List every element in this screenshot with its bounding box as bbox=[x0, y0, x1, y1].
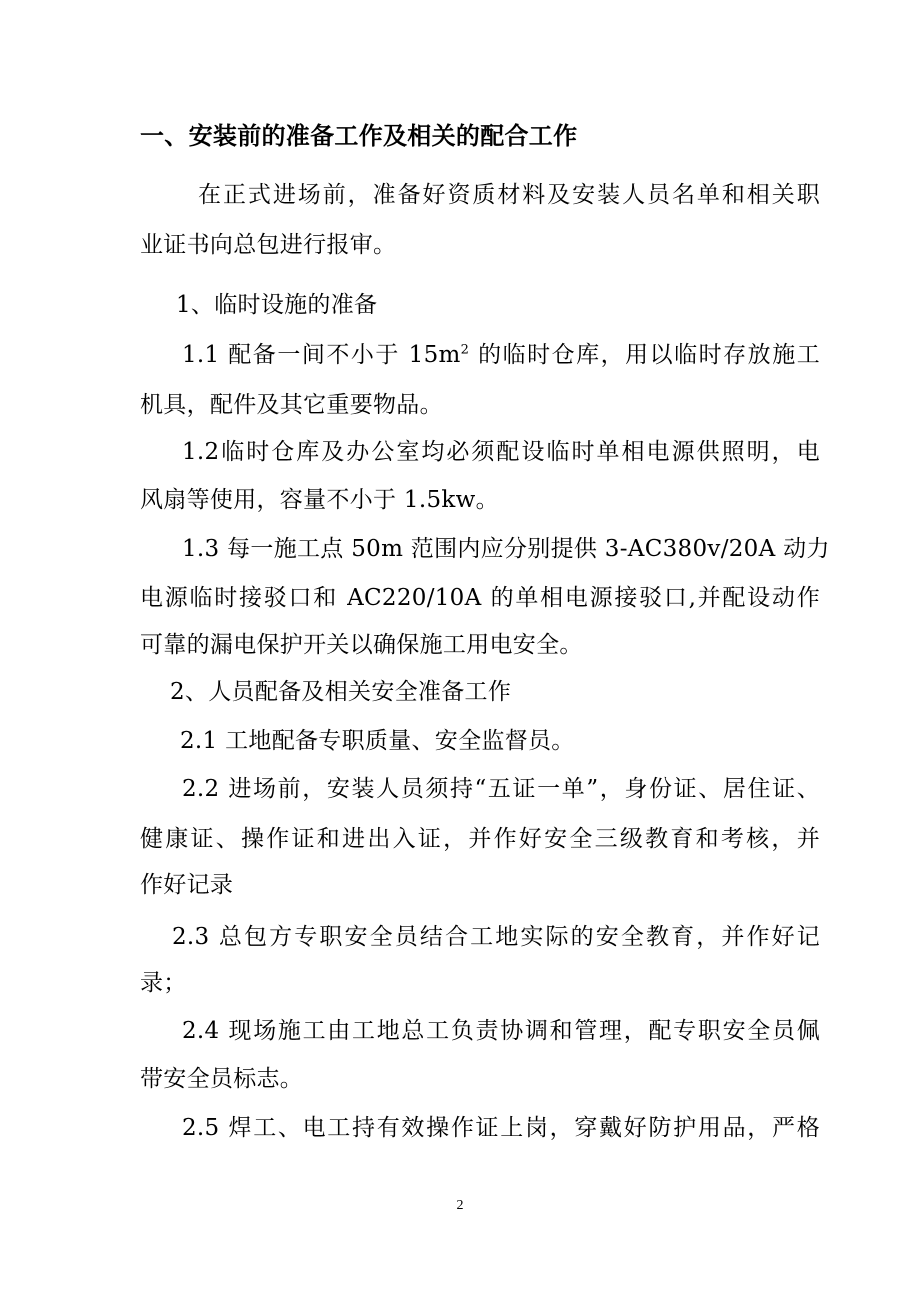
paragraph-1-3-line-3: 可靠的漏电保护开关以确保施工用电安全。 bbox=[140, 632, 583, 658]
paragraph-2-3-line-2: 录； bbox=[140, 970, 187, 996]
subsection-title-1: 1、临时设施的准备 bbox=[176, 292, 378, 318]
intro-line-1: 在正式进场前，准备好资质材料及安装人员名单和相关职 bbox=[198, 182, 820, 208]
paragraph-1-1-line-2: 机具，配件及其它重要物品。 bbox=[140, 392, 443, 418]
paragraph-2-3-line-1: 2.3 总包方专职安全员结合工地实际的安全教育，并作好记 bbox=[172, 924, 820, 950]
paragraph-1-2-line-1: 1.2临时仓库及办公室均必须配设临时单相电源供照明，电 bbox=[182, 439, 820, 465]
superscript-2: 2 bbox=[460, 342, 470, 358]
paragraph-2-1: 2.1 工地配备专职质量、安全监督员。 bbox=[180, 728, 575, 754]
paragraph-2-4-line-2: 带安全员标志。 bbox=[140, 1066, 304, 1092]
text-span: 的临时仓库，用以临时存放施工 bbox=[478, 342, 820, 368]
paragraph-1-2-line-2: 风扇等使用，容量不小于 1.5kw。 bbox=[140, 487, 499, 513]
paragraph-2-4-line-1: 2.4 现场施工由工地总工负责协调和管理，配专职安全员佩 bbox=[182, 1018, 820, 1044]
text-span: 1.1 配备一间不小于 15m bbox=[182, 342, 461, 368]
paragraph-2-5-line-1: 2.5 焊工、电工持有效操作证上岗，穿戴好防护用品，严格 bbox=[182, 1115, 820, 1141]
paragraph-1-3-line-2: 电源临时接驳口和 AC220/10A 的单相电源接驳口,并配设动作 bbox=[140, 585, 820, 611]
paragraph-2-2-line-3: 作好记录 bbox=[140, 872, 234, 898]
section-heading: 一、安装前的准备工作及相关的配合工作 bbox=[140, 122, 578, 150]
paragraph-2-2-line-1: 2.2 进场前，安装人员须持“五证一单”，身份证、居住证、 bbox=[182, 776, 820, 802]
subsection-title-2: 2、人员配备及相关安全准备工作 bbox=[170, 679, 512, 705]
paragraph-1-3-line-1: 1.3 每一施工点 50m 范围内应分别提供 3-AC380v/20A 动力 bbox=[182, 536, 830, 562]
paragraph-2-2-line-2: 健康证、操作证和进出入证，并作好安全三级教育和考核，并 bbox=[140, 826, 820, 852]
page-number: 2 bbox=[456, 1198, 464, 1213]
intro-line-2: 业证书向总包进行报审。 bbox=[140, 232, 397, 258]
paragraph-1-1-line-1 bbox=[182, 340, 820, 370]
